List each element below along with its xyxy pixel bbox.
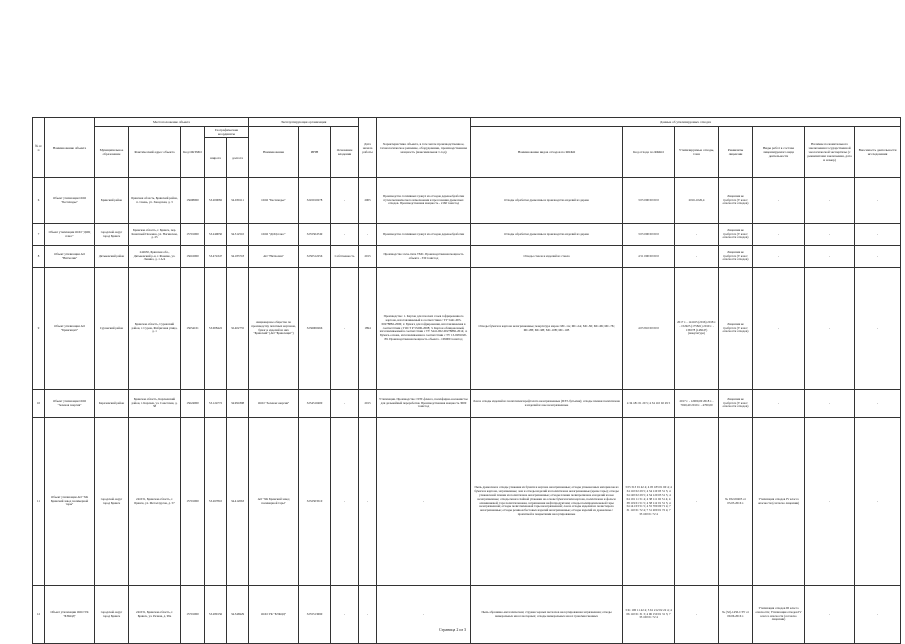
cell-name: Объект утилизации ООО "Зеленая энергия" [45,390,95,418]
cell-gee2: - [855,224,901,246]
cell-oktmo: 15608000 [181,178,205,224]
col-oktmo: Код ОКТМО [181,127,205,178]
cell-gee: - [805,224,855,246]
cell-municipality: городской округ город Брянск [95,224,129,246]
cell-oktmo: 15616000 [181,246,205,268]
cell-work-types: - [753,246,805,268]
col-waste-names: Наименование видов отходов по ФККО [471,127,623,178]
cell-hazard: - [675,246,719,268]
col-gee: Наличие положительного заключения государственной экологической экспертизы (с реквизитами заключения, дата и номер) [805,127,855,178]
cell-characteristics: Производство топливных гранул из отходов деревообработки [377,224,471,246]
cell-oktmo: 15701000 [181,224,205,246]
cell-work-types: Утилизация отходов IV класса опасности (согласно лицензии) [753,418,805,586]
cell-org-name: Акционерное общество по производству печатных картонов, бумаг и изделий из них "Брянский" (АО "Брянскщит") [249,268,299,390]
cell-details: Лицензия не требуется (V класс опасности отходов) [719,224,753,246]
cell-gee: - [805,390,855,418]
cell-gee: - [805,586,855,644]
cell-num: 7 [33,224,45,246]
col-work-types: Виды работ в составе лицензируемого вида деятельности [753,127,805,178]
cell-characteristics: - [377,418,471,586]
cell-gee: - [805,246,855,268]
cell-characteristics: Производство топливных гранул из отходов деревообработки путем механического измельчения и прессования древесных отходов. Производственная мощность - 2160 тонн/год [377,178,471,224]
cell-num: 8 [33,246,45,268]
table-row [33,268,901,390]
cell-work-types: - [753,178,805,224]
cell-org-name: ООО "Бесплюдье" [249,178,299,224]
table-row [33,246,901,268]
col-name: Наименование объекта [45,118,95,178]
cell-gee2: - [855,178,901,224]
cell-name: Объект утилизации АО "Брянскщит" [45,268,95,390]
cell-name: Объект утилизации ООО "ДОЦ плюс" [45,224,95,246]
col-num: № п/п [33,118,45,178]
cell-year: - [359,418,377,586]
cell-ownership: - [331,224,359,246]
cell-hazard: - [675,586,719,644]
group-coords: Географические координаты [205,127,249,138]
col-characteristics: Характеристика объекта, в том числе производственное, технологическое решение, оборудование, производственная мощность (максимальная т-год) [377,118,471,178]
cell-ownership: Собственность [331,246,359,268]
cell-gee: - [805,178,855,224]
cell-inn: 3245010278 [299,178,331,224]
cell-inn: 3255504749 [299,224,331,246]
cell-waste-names: Отходы обработки древесины и производства изделий из дерева [471,178,623,224]
cell-municipality: Суражский район [95,268,129,390]
cell-inn: 3250512256 [299,246,331,268]
group-object-location: Местоположение объекта [95,118,249,127]
cell-municipality: городской округ город Брянск [95,586,129,644]
cell-gee2: - [855,246,901,268]
col-address: Фактический адрес объекта [129,127,181,178]
cell-ownership: - [331,418,359,586]
cell-lat: 53.267810 [205,418,227,586]
cell-characteristics: - [377,586,471,644]
group-operating-org: Эксплуатирующая организация [249,118,359,127]
group-waste-data: Данные об утилизируемых отходах [471,118,901,127]
cell-address: 242630, Брянская обл., Дятьковский р-н, г. Фокино, ул. Ленина, д. 1 А/4 [129,246,181,268]
table-row [33,586,901,644]
cell-num: 11 [33,418,45,586]
cell-gee: - [805,268,855,390]
col-fkko-code: Код отхода по ФККО [623,127,675,178]
table-row [33,178,901,224]
cell-num: 6 [33,178,45,224]
cell-oktmo: 15701000 [181,586,205,644]
cell-year: 1894 [359,268,377,390]
table-row [33,418,901,586]
cell-gee2: - [855,268,901,390]
cell-name: Объект утилизации ООО УК "БЭКОД" [45,586,95,644]
col-inn: ИНН [299,127,331,178]
col-municipality: Муниципальное образование [95,127,129,178]
cell-address: Брянская область, Суражский район, г. Сураж, Фабричная улица, д. 1 [129,268,181,390]
col-lon: долгота [227,138,249,178]
cell-details: Лицензия не требуется (V класс опасности отходов) [719,178,753,224]
cell-lat: 53.200082 [205,178,227,224]
cell-hazard: - [675,418,719,586]
cell-gee: - [805,418,855,586]
cell-hazard: 2016-1026,4 [675,178,719,224]
cell-fkko-code: 3 05 000 00 00 0 [623,224,675,246]
cell-inn: 3255513690 [299,586,331,644]
col-details: Реквизиты лицензии [719,127,753,178]
cell-year: 2005 [359,178,377,224]
cell-lat: 53.289156 [205,586,227,644]
col-ownership: Основание владения [331,127,359,178]
cell-org-name: АО "Нитхолин" [249,246,299,268]
cell-oktmo: 15654101 [181,268,205,390]
cell-work-types: - [753,268,805,390]
cell-org-name: ООО УК "БЭКОД" [249,586,299,644]
cell-address: Брянская область, г. Брянск, пер. Канатный Поземок, ул. Ногинская, д. 25 [129,224,181,246]
cell-lon: 34.183718 [227,246,249,268]
cell-hazard: 2017 г. - 141165 (2016) 2018 г. - 152925 (175821) 2019 г. - 136578 (148247) (макулатура) [675,268,719,390]
cell-gee2: - [855,418,901,586]
cell-characteristics: Производство: 1. Картон для плоских слоев гофрированного картона, изготавливаемый в соответствии с ТУ 5441-003-00278882-2006; 2. Бумага для гофрирования, изготавливаемая в соответствии с ГОСТ Р 53206-2008; 3. Картон облицовочный, изготавливаемый в соответствии с ТУ 5441-002-00278882-2014; 4. Бумага-основа, изготавливаемая в соответствии с ТУ 13-0281020-89. Производственная мощность объекта - 109000 тонн/год [377,268,471,390]
cell-details: Лицензия не требуется (V класс опасности отходов) [719,268,753,390]
cell-ownership: - [331,586,359,644]
cell-waste-names: Отходы бумаги и картона незагрязненные; макулатура марок: МС-1А; МС-2А; МС-5Б; МС-6Б; МС-7Б; МС-8В; МС-9В; МС-10В; МС-11В [471,268,623,390]
cell-work-types: Утилизация отходов III класса опасности; Утилизация отходов IV класса опасности (согласно лицензии) [753,586,805,644]
cell-waste-names: Пыль древесная и отходы упаковки из бумаги и картона незагрязненные; отходы упаковочных материалов из бумаги и картона, загрязненные; лом и отходы изделий из полиэтилена незагрязненные (кроме тары); отходы упаковочной пленки из полиэтилена незагрязненные; отходы пленки полипропилена и изделий из нее незагрязненные; отходы многослойной упаковки на основе бумаги и/или картона, полиэтилена и фольги алюминиевой; тара полиэтиленовая, загрязненная нефтепродуктами; отходы полипропиленовой тары незагрязненной; отходы полиэтиленовой тары незагрязненной; лом и отходы изделий из полистирола незагрязненные; отходы резиноасбестовых изделий незагрязненные; отходы изделий из древесины с пропиткой и покрытиями несортированные [471,418,623,586]
cell-inn: 3236000266 [299,268,331,390]
table-row [33,224,901,246]
cell-details: Лицензия не требуется (V класс опасности отходов) [719,246,753,268]
cell-oktmo: 15701000 [181,418,205,586]
col-org-name: Наименование [249,127,299,178]
cell-inn: 3232503510 [299,418,331,586]
cell-year: - [359,586,377,644]
table-row [33,390,901,418]
cell-municipality: Брянский район [95,178,129,224]
cell-municipality: Карачевский район [95,390,129,418]
cell-num: 12 [33,586,45,644]
cell-address: Брянская область, Брянский район, п. Свень, ул. Заводская, д. 3 [129,178,181,224]
cell-gee2: - [855,586,901,644]
cell-num: 10 [33,390,45,418]
cell-lon: 34.991898 [227,390,249,418]
cell-ownership: - [331,268,359,390]
cell-work-types: - [753,224,805,246]
page-footer: Страница 2 из 3 [438,627,467,632]
cell-lat: 53.474347 [205,246,227,268]
cell-address: 241031, Брянская область, г. Брянск, ул. Металлургов, д. 57 [129,418,181,586]
cell-oktmo: 15624000 [181,390,205,418]
cell-ownership: - [331,390,359,418]
cell-lat: 53.249050 [205,224,227,246]
cell-details: Лицензия не требуется (V класс опасности отходов) [719,390,753,418]
cell-fkko-code: 3 05 000 00 00 0 [623,178,675,224]
cell-address: Брянская область, Карачевский район, г. Карачев, ул. Советская, д. 58 [129,390,181,418]
cell-waste-names: Отходы обработки древесины и производства изделий из дерева [471,224,623,246]
cell-lon: 34.312510 [227,224,249,246]
cell-waste-names: Пыль абразивно-металлическая; стружка черных металлов несортированная загрязненная; отходы минеральных масел моторных; отходы минеральных масел трансмиссионных [471,586,623,644]
cell-fkko-code: 3 61 100 11 42 4; 3 61 212 02 22 4; 4 06 110 01 31 3; 4 06 150 01 31 3; 7 33 100 01 72 4 [623,586,675,644]
cell-org-name: ООО "ДОЦ плюс" [249,224,299,246]
cell-municipality: Дятьковский район [95,246,129,268]
cell-year: 2015 [359,246,377,268]
cell-name: Объект утилизации АО "Нитхолин" [45,246,95,268]
cell-waste-names: Отходы стекла и изделий из стекла [471,246,623,268]
cell-num: 9 [33,268,45,390]
cell-characteristics: Утилизация. Производство: ПЭТ-флекса, полиэфирно-волокнистое для дальнейшей переработки. Производственная мощность 3000 тонн/год [377,390,471,418]
cell-lat: 53.008422 [205,268,227,390]
col-hazard: Утилизируемые отходы, тонн [675,127,719,178]
cell-fkko-code: 4 51 000 00 00 0 [623,246,675,268]
cell-characteristics: Производство: печь типа ТМС. Производственная мощность объекта - 330 тонн/год [377,246,471,268]
table-header [33,118,901,178]
cell-name: Объект утилизации АО "ХК Брянский завод полимерной тары" [45,418,95,586]
table-body [33,178,901,644]
waste-facilities-table [32,117,901,644]
cell-gee2: - [855,390,901,418]
cell-org-name: АО "ХК Брянский завод полимерной тары" [249,418,299,586]
cell-address: 241031, Брянская область, г. Брянск, ул. Речная, д. 99а [129,586,181,644]
cell-fkko-code: 4 34 181 01 20 5; 4 34 110 02 29 5 [623,390,675,418]
cell-ownership: - [331,178,359,224]
cell-hazard: 2017 г. - 12000,00 2018 г. - 7020,40 2019 г. - 4700,00 [675,390,719,418]
cell-details: № 032-00405 от 03.03.2016 г. [719,418,753,586]
cell-year: 2015 [359,390,377,418]
cell-details: № (32)-1450-СТУ от 09.06.2016 г. [719,586,753,644]
cell-year: - [359,224,377,246]
cell-waste-names: Лом и отходы изделий из полиэтилентерефталата незагрязненные (ПЭТ-бутылки); отходы пленки полиэтилена и изделий из нее незагрязненные [471,390,623,418]
cell-org-name: ООО "Зеленая энергия" [249,390,299,418]
cell-fkko-code: 3 05 313 01 42 4; 4 05 183 01 60 4; 4 34 110 02 29 5; 4 34 110 03 51 5; 4 34 120 02 29 5; 4 34 120 03 51 5; 4 04 191 11 51 4; 4 38 111 02 51 4; 4 38 119 01 51 5; 4 38 112 01 51 5; 4 34 141 03 51 5; 4 55 700 00 71 4; 7 31 110 01 72 4; 7 31 200 01 72 4; 7 33 100 01 72 4 [623,418,675,586]
col-lat: широта [205,138,227,178]
cell-lon: 32.402755 [227,268,249,390]
cell-lat: 53.124772 [205,390,227,418]
cell-lon: 34.346929 [227,586,249,644]
cell-inn: 3254510400 [299,390,331,418]
cell-work-types: - [753,390,805,418]
col-year: Дата начала работы [359,118,377,178]
cell-name: Объект утилизации ООО "Бесплюдье" [45,178,95,224]
cell-fkko-code: 4 05 810 00 00 0 [623,268,675,390]
cell-lon: 34.412063 [227,418,249,586]
cell-lon: 34.039111 [227,178,249,224]
cell-hazard: - [675,224,719,246]
col-gee2: Вносимость деятельности исследования [855,127,901,178]
cell-municipality: городской округ город Брянск [95,418,129,586]
